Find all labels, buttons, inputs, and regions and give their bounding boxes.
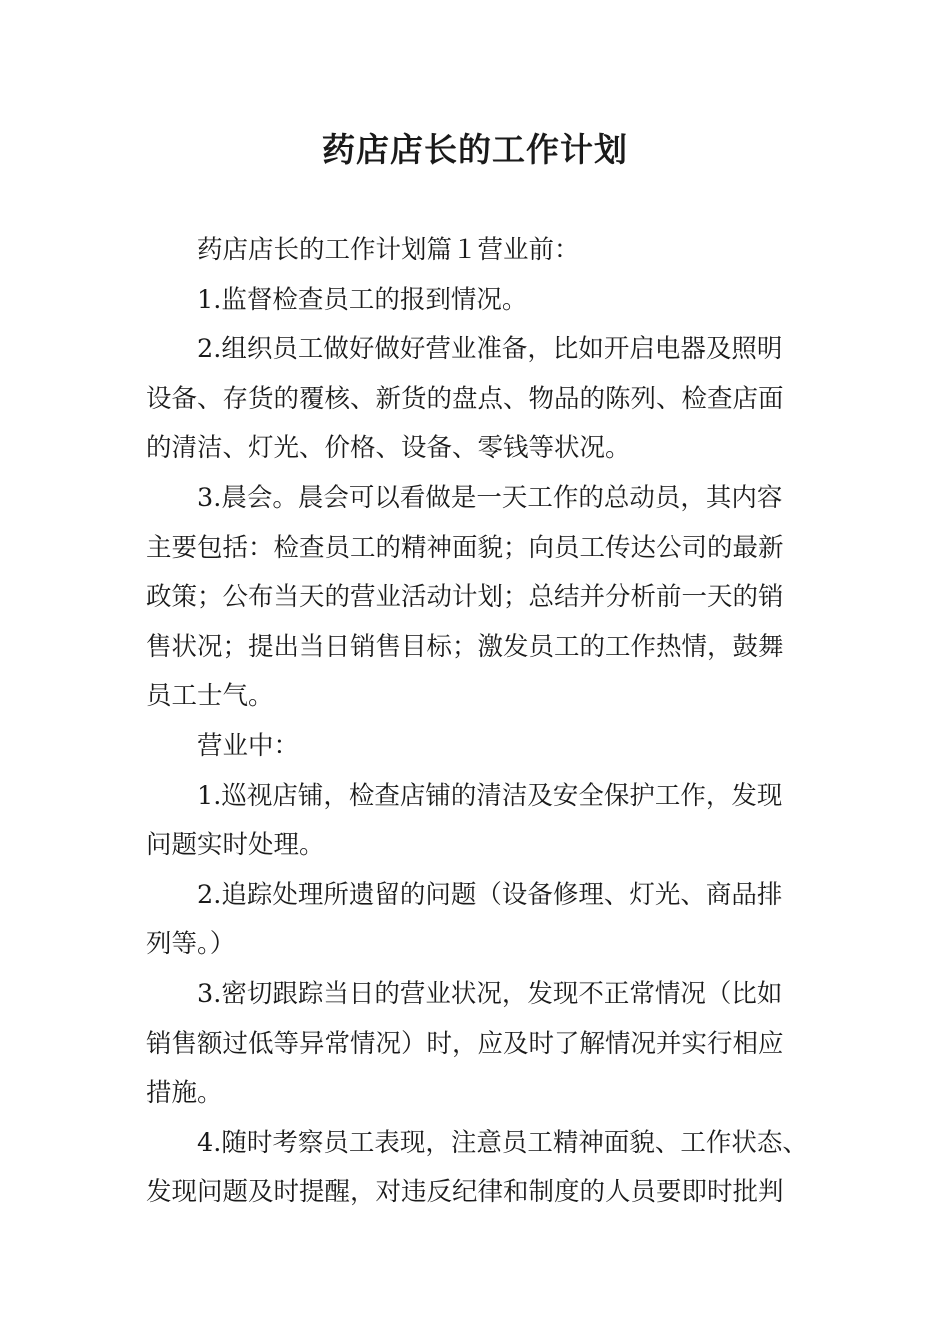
paragraph — [146, 276, 826, 326]
paragraph — [146, 474, 826, 722]
document-title: 药店店长的工作计划 — [322, 130, 628, 169]
text-line: 4.随时考察员工表现，注意员工精神面貌、工作状态、 — [197, 1127, 808, 1158]
text-line: 政策；公布当天的营业活动计划；总结并分析前一天的销 — [146, 582, 784, 613]
text-line: 主要包括：检查员工的精神面貌；向员工传达公司的最新 — [146, 532, 784, 563]
text-line: 营业中： — [197, 730, 300, 761]
text-line: 2.追踪处理所遗留的问题（设备修理、灯光、商品排 — [197, 879, 783, 910]
text-line: 2.组织员工做好做好营业准备，比如开启电器及照明 — [197, 334, 783, 365]
text-line: 发现问题及时提醒，对违反纪律和制度的人员要即时批判 — [146, 1177, 784, 1208]
paragraph — [146, 325, 826, 474]
text-line: 员工士气。 — [146, 681, 274, 712]
paragraph — [146, 871, 826, 970]
paragraph — [146, 970, 826, 1119]
text-line: 销售额过低等异常情况）时，应及时了解情况并实行相应 — [146, 1028, 784, 1059]
text-line: 1.监督检查员工的报到情况。 — [197, 284, 528, 315]
text-line: 药店店长的工作计划篇１营业前： — [197, 235, 580, 265]
paragraph — [146, 722, 826, 772]
text-line: 措施。 — [146, 1078, 223, 1109]
text-line: 的清洁、灯光、价格、设备、零钱等状况。 — [146, 433, 631, 464]
text-line: 3.晨会。晨会可以看做是一天工作的总动员，其内容 — [197, 482, 783, 513]
text-line: 列等。） — [146, 929, 236, 960]
paragraph — [146, 1119, 826, 1218]
text-line: 售状况；提出当日销售目标；激发员工的工作热情，鼓舞 — [146, 631, 784, 662]
text-line: 1.巡视店铺，检查店铺的清洁及安全保护工作，发现 — [197, 780, 783, 811]
document-body — [146, 226, 826, 1218]
text-line: 设备、存货的覆核、新货的盘点、物品的陈列、检查店面 — [146, 383, 784, 414]
paragraph — [146, 226, 826, 276]
text-line: 3.密切跟踪当日的营业状况，发现不正常情况（比如 — [197, 978, 783, 1009]
paragraph — [146, 772, 826, 871]
text-line: 问题实时处理。 — [146, 830, 325, 861]
